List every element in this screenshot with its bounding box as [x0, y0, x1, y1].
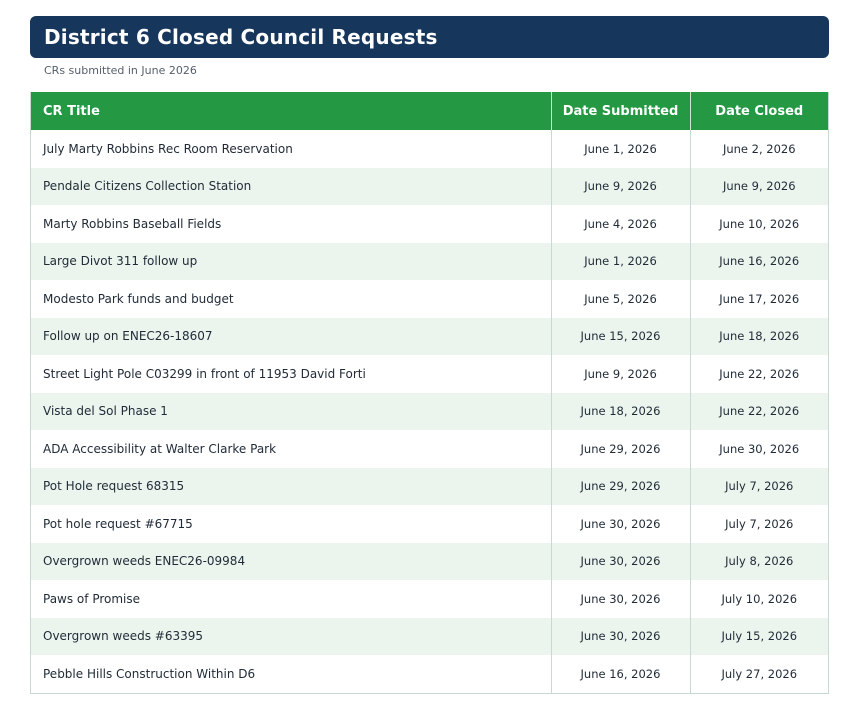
cell-cr-title: Vista del Sol Phase 1: [31, 393, 551, 431]
cell-cr-title: Marty Robbins Baseball Fields: [31, 205, 551, 243]
table-row: [31, 430, 828, 468]
cell-date-submitted: June 16, 2026: [551, 655, 690, 693]
cell-date-submitted: June 30, 2026: [551, 618, 690, 656]
page-header: [30, 16, 829, 58]
table-row: [31, 280, 828, 318]
cell-date-submitted: June 29, 2026: [551, 468, 690, 506]
cell-cr-title: Overgrown weeds #63395: [31, 618, 551, 656]
cell-cr-title: Overgrown weeds ENEC26-09984: [31, 543, 551, 581]
cell-date-submitted: June 1, 2026: [551, 243, 690, 281]
cell-date-closed: July 7, 2026: [690, 505, 828, 543]
table-row: [31, 168, 828, 206]
cell-date-submitted: June 15, 2026: [551, 318, 690, 356]
cell-cr-title: Modesto Park funds and budget: [31, 280, 551, 318]
cell-date-closed: June 30, 2026: [690, 430, 828, 468]
cell-cr-title: Street Light Pole C03299 in front of 11953 David Forti: [31, 355, 551, 393]
column-header-cr-title: CR Title: [31, 92, 551, 130]
cell-date-submitted: June 4, 2026: [551, 205, 690, 243]
cell-date-submitted: June 18, 2026: [551, 393, 690, 431]
cell-date-submitted: June 9, 2026: [551, 168, 690, 206]
cell-date-submitted: June 30, 2026: [551, 543, 690, 581]
cell-date-submitted: June 29, 2026: [551, 430, 690, 468]
table-header-row: [31, 92, 828, 130]
table-row: [31, 393, 828, 431]
cell-cr-title: Pot Hole request 68315: [31, 468, 551, 506]
cell-cr-title: ADA Accessibility at Walter Clarke Park: [31, 430, 551, 468]
cell-cr-title: Paws of Promise: [31, 580, 551, 618]
cell-cr-title: Pot hole request #67715: [31, 505, 551, 543]
cell-date-closed: July 10, 2026: [690, 580, 828, 618]
cell-date-closed: June 10, 2026: [690, 205, 828, 243]
cell-date-submitted: June 30, 2026: [551, 580, 690, 618]
cell-cr-title: Follow up on ENEC26-18607: [31, 318, 551, 356]
cell-date-closed: June 17, 2026: [690, 280, 828, 318]
cell-date-closed: June 22, 2026: [690, 393, 828, 431]
table-row: [31, 243, 828, 281]
cell-date-closed: June 9, 2026: [690, 168, 828, 206]
column-header-date-closed: Date Closed: [690, 92, 828, 130]
table-row: [31, 130, 828, 168]
cell-date-closed: July 8, 2026: [690, 543, 828, 581]
table-row: [31, 505, 828, 543]
cell-date-submitted: June 5, 2026: [551, 280, 690, 318]
table-row: [31, 355, 828, 393]
cell-cr-title: July Marty Robbins Rec Room Reservation: [31, 130, 551, 168]
cell-date-closed: June 18, 2026: [690, 318, 828, 356]
cell-date-closed: July 15, 2026: [690, 618, 828, 656]
table-row: [31, 318, 828, 356]
table-body: [31, 130, 828, 693]
cell-date-submitted: June 1, 2026: [551, 130, 690, 168]
cell-date-closed: June 16, 2026: [690, 243, 828, 281]
column-header-date-submitted: Date Submitted: [551, 92, 690, 130]
cell-cr-title: Large Divot 311 follow up: [31, 243, 551, 281]
table-row: [31, 580, 828, 618]
table-row: [31, 543, 828, 581]
cell-date-closed: June 2, 2026: [690, 130, 828, 168]
table-row: [31, 205, 828, 243]
cell-cr-title: Pebble Hills Construction Within D6: [31, 655, 551, 693]
cell-date-closed: July 27, 2026: [690, 655, 828, 693]
table-row: [31, 655, 828, 693]
cell-date-submitted: June 30, 2026: [551, 505, 690, 543]
cell-cr-title: Pendale Citizens Collection Station: [31, 168, 551, 206]
requests-table: [31, 92, 828, 693]
cell-date-submitted: June 9, 2026: [551, 355, 690, 393]
table-row: [31, 618, 828, 656]
page-title: District 6 Closed Council Requests: [44, 25, 438, 49]
requests-table-container: [30, 92, 829, 694]
cell-date-closed: June 22, 2026: [690, 355, 828, 393]
table-row: [31, 468, 828, 506]
cell-date-closed: July 7, 2026: [690, 468, 828, 506]
page-subtitle: CRs submitted in June 2026: [44, 64, 197, 77]
